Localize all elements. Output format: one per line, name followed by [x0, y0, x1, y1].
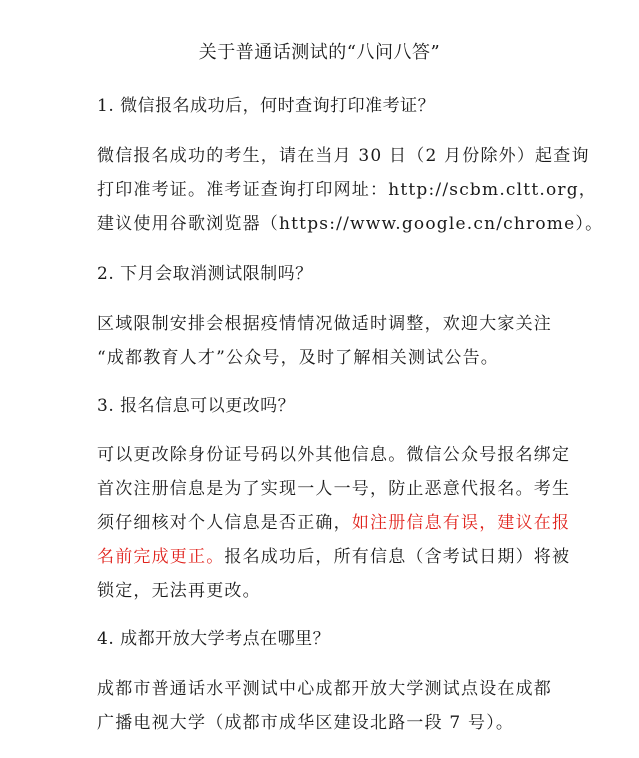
answer-4-line-1: 成都市普通话水平测试中心成都开放大学测试点设在成都 — [97, 679, 552, 699]
answer-1-line-3: 建议使用谷歌浏览器（https://www.google.cn/chrome）。 — [97, 214, 604, 234]
highlight-text: 如注册信息有误，建议在报 — [351, 513, 571, 533]
question-1: 1. 微信报名成功后，何时查询打印准考证？ — [97, 96, 436, 116]
answer-2-line-2: “成都教育人才”公众号，及时了解相关测试公告。 — [97, 348, 499, 368]
answer-1-line-2: 打印准考证。准考证查询打印网址：http://scbm.cltt.org， — [97, 180, 597, 200]
question-4: 4. 成都开放大学考点在哪里？ — [97, 629, 331, 649]
answer-3-line-3 — [97, 510, 570, 536]
answer-3-line-2: 首次注册信息是为了实现一人一号，防止恶意代报名。考生 — [97, 479, 571, 499]
highlight-text: 名前完成更正。 — [97, 547, 225, 567]
page-title: 关于普通话测试的“八问八答” — [198, 42, 441, 63]
question-3: 3. 报名信息可以更改吗？ — [97, 396, 296, 416]
question-2: 2. 下月会取消测试限制吗？ — [97, 264, 313, 284]
answer-3-line-4-text: 报名成功后，所有信息（含考试日期）将被 — [224, 547, 571, 567]
answer-1-line-1: 微信报名成功的考生，请在当月 30 日（2 月份除外）起查询 — [97, 146, 590, 166]
answer-4-line-2: 广播电视大学（成都市成华区建设北路一段 7 号）。 — [97, 713, 515, 733]
answer-3-line-3-text: 须仔细核对个人信息是否正确， — [97, 513, 352, 533]
answer-2-line-1: 区域限制安排会根据疫情情况做适时调整，欢迎大家关注 — [97, 314, 552, 334]
answer-3-line-1: 可以更改除身份证号码以外其他信息。微信公众号报名绑定 — [97, 445, 571, 465]
answer-3-line-5: 锁定，无法再更改。 — [97, 581, 261, 601]
answer-3-line-4 — [97, 544, 570, 570]
